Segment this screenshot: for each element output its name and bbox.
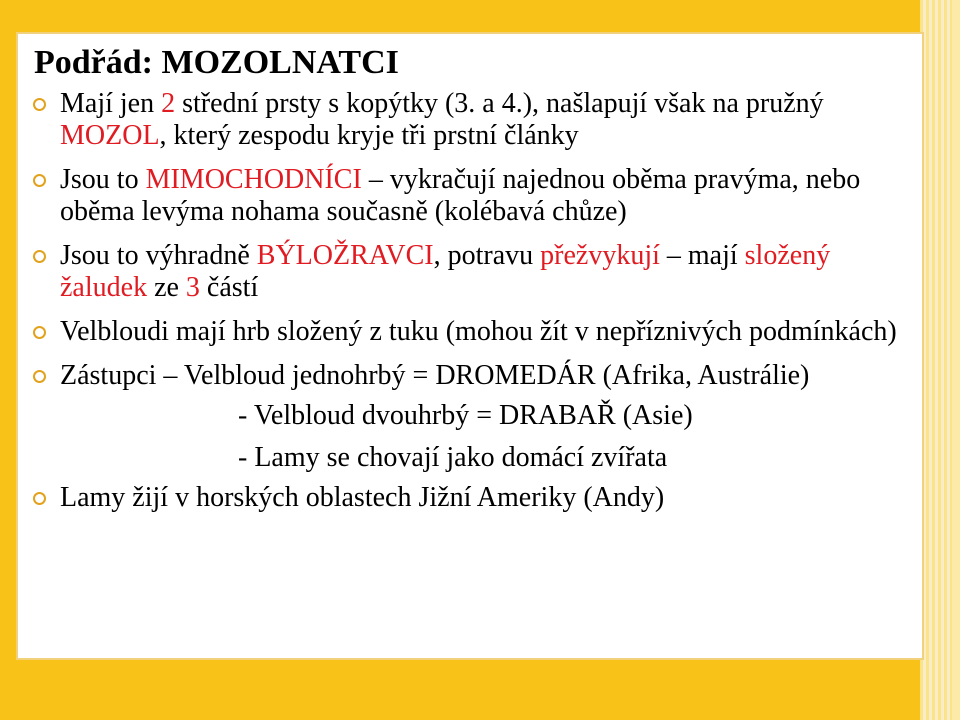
- bullet-circle-icon: [33, 370, 46, 383]
- highlight: přežvykují: [540, 240, 660, 271]
- sub-item-bactrian: - Velbloud dvouhrbý = DRABAŘ (Asie): [238, 400, 693, 431]
- bullet-circle-icon: [33, 326, 46, 339]
- highlight: MOZOL: [60, 120, 160, 151]
- bullet-item-habitat: [30, 482, 920, 514]
- bullet-item-diet: [30, 240, 920, 304]
- text: Lamy žijí v horských oblastech Jižní Ameriky (Andy): [60, 482, 665, 513]
- slide-title: Podřád: MOZOLNATCI: [34, 44, 399, 81]
- bullet-item-gait: [30, 164, 920, 228]
- sub-item-llamas: - Lamy se chovají jako domácí zvířata: [238, 442, 668, 473]
- bullet-circle-icon: [33, 492, 46, 505]
- bullet-list: [30, 88, 920, 526]
- highlight: 2: [161, 88, 176, 119]
- highlight: složený žaludek: [60, 240, 831, 303]
- text: částí: [199, 272, 259, 303]
- bullet-item-hump: [30, 316, 920, 348]
- highlight: MIMOCHODNÍCI: [145, 164, 362, 195]
- bullet-circle-icon: [33, 250, 46, 263]
- text: Jsou to: [60, 164, 146, 195]
- text: Jsou to výhradně: [60, 240, 257, 271]
- bullet-circle-icon: [33, 174, 46, 187]
- text: – vykračují najednou oběma pravýma, nebo oběma levýma nohama současně (kolébavá chůze): [60, 164, 861, 227]
- text: , potravu: [433, 240, 541, 271]
- text: ze: [147, 272, 186, 303]
- decorative-stripe-edge: [952, 0, 960, 720]
- bullet-item-representatives: [30, 360, 920, 392]
- text: Velbloudi mají hrb složený z tuku (mohou žít v nepříznivých podmínkách): [60, 316, 897, 347]
- bullet-circle-icon: [33, 98, 46, 111]
- text: , který zespodu kryje tři prstní články: [159, 120, 579, 151]
- highlight: BÝLOŽRAVCI: [256, 240, 434, 271]
- slide-content: [16, 32, 924, 660]
- highlight: 3: [185, 272, 200, 303]
- text: střední prsty s kopýtky (3. a 4.), našlapují však na pružný: [175, 88, 824, 119]
- bullet-item-toes: [30, 88, 920, 152]
- text: Zástupci – Velbloud jednohrbý = DROMEDÁR (Afrika, Austrálie): [60, 360, 810, 391]
- text: – mají: [659, 240, 745, 271]
- text: Mají jen: [60, 88, 162, 119]
